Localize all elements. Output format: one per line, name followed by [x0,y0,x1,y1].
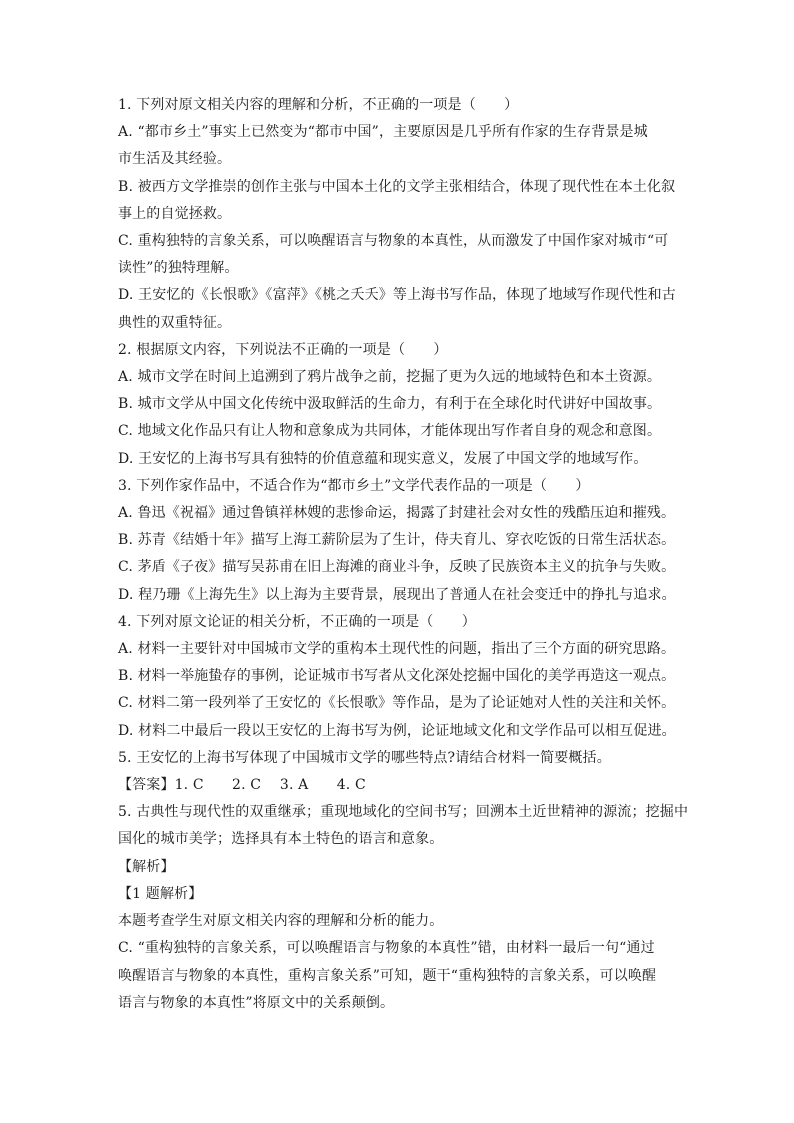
q1-analysis-line-2: 唤醒语言与物象的本真性，重构言象关系”可知，题干“重构独特的言象关系，可以唤醒 [118,967,657,984]
analysis-heading: 【解析】 [118,858,175,875]
q1-option-d-line-1: D. 王安忆的《长恨歌》《富萍》《桃之夭夭》等上海书写作品，体现了地域写作现代性和古 [118,287,676,304]
q1-option-c-line-1: C. 重构独特的言象关系，可以唤醒语言与物象的本真性，从而激发了中国作家对城市“可 [118,233,669,250]
q3-option-a: A. 鲁迅《祝福》通过鲁镇祥林嫂的悲惨命运，揭露了封建社会对女性的残酷压迫和摧残。 [118,505,676,522]
q4-option-b: B. 材料一举施蛰存的事例，论证城市书写者从文化深处挖掘中国化的美学再造这一观点。 [118,668,676,685]
q1-option-a-line-2: 市生活及其经验。 [118,151,232,168]
q3-option-b: B. 苏青《结婚十年》描写上海工薪阶层为了生计，侍夫育儿、穿衣吃饭的日常生活状态。 [118,532,676,549]
q3-option-d: D. 程乃珊《上海先生》以上海为主要背景，展现出了普通人在社会变迁中的挣扎与追求。 [118,586,676,603]
answer-key: 【答案】1. C 2. C 3. A 4. C [118,777,366,794]
question-1-stem: 1. 下列对原文相关内容的理解和分析，不正确的一项是（ ） [118,97,519,113]
q4-option-d: D. 材料二中最后一段以王安忆的上海书写为例，论证地域文化和文学作品可以相互促进。 [118,722,676,739]
q1-option-d-line-2: 典性的双重特征。 [118,314,232,331]
q1-option-b-line-2: 事上的自觉拯救。 [118,205,232,222]
q1-analysis-line-1: C. “重构独特的言象关系，可以唤醒语言与物象的本真性”错，由材料一最后一句“通过 [118,940,655,957]
answer-5-line-1: 5. 古典性与现代性的双重继承；重现地域化的空间书写；回溯本土近世精神的源流；挖掘中 [118,804,689,821]
question-2-stem: 2. 根据原文内容，下列说法不正确的一项是（ ） [118,341,448,358]
q1-analysis-intro: 本题考查学生对原文相关内容的理解和分析的能力。 [118,913,444,930]
q4-option-a: A. 材料一主要针对中国城市文学的重构本土现代性的问题，指出了三个方面的研究思路。 [118,641,676,658]
q1-analysis-heading: 【1 题解析】 [118,885,203,902]
q3-option-c: C. 茅盾《子夜》描写吴荪甫在旧上海滩的商业斗争，反映了民族资本主义的抗争与失败。 [118,559,676,576]
q2-option-d: D. 王安忆的上海书写具有独特的价值意蕴和现实意义，发展了中国文学的地域写作。 [118,450,648,467]
document-page [118,92,689,1017]
q4-option-c: C. 材料二第一段列举了王安忆的《长恨歌》等作品，是为了论证她对人性的关注和关怀。 [118,695,676,712]
q1-option-b-line-1: B. 被西方文学推崇的创作主张与中国本土化的文学主张相结合，体现了现代性在本土化叙 [118,178,676,195]
q1-analysis-line-3: 语言与物象的本真性”将原文中的关系颠倒。 [118,994,395,1011]
q2-option-a: A. 城市文学在时间上追溯到了鸦片战争之前，挖掘了更为久远的地域特色和本土资源。 [118,369,662,386]
question-4-stem: 4. 下列对原文论证的相关分析，不正确的一项是（ ） [118,613,476,630]
question-5-stem: 5. 王安忆的上海书写体现了中国城市文学的哪些特点?请结合材料一简要概括。 [118,749,611,766]
answer-5-line-2: 国化的城市美学；选择具有本土特色的语言和意象。 [118,831,444,848]
q2-option-b: B. 城市文学从中国文化传统中汲取鲜活的生命力，有利于在全球化时代讲好中国故事。 [118,396,662,413]
question-3-stem: 3. 下列作家作品中，不适合作为“都市乡土”文学代表作品的一项是（ ） [118,477,590,494]
q1-option-a-line-1: A. “都市乡土”事实上已然变为“都市中国”，主要原因是几乎所有作家的生存背景是城 [118,124,648,141]
q1-option-c-line-2: 读性”的独特理解。 [118,260,239,277]
q2-option-c: C. 地域文化作品只有让人物和意象成为共同体，才能体现出写作者自身的观念和意图。 [118,423,662,440]
